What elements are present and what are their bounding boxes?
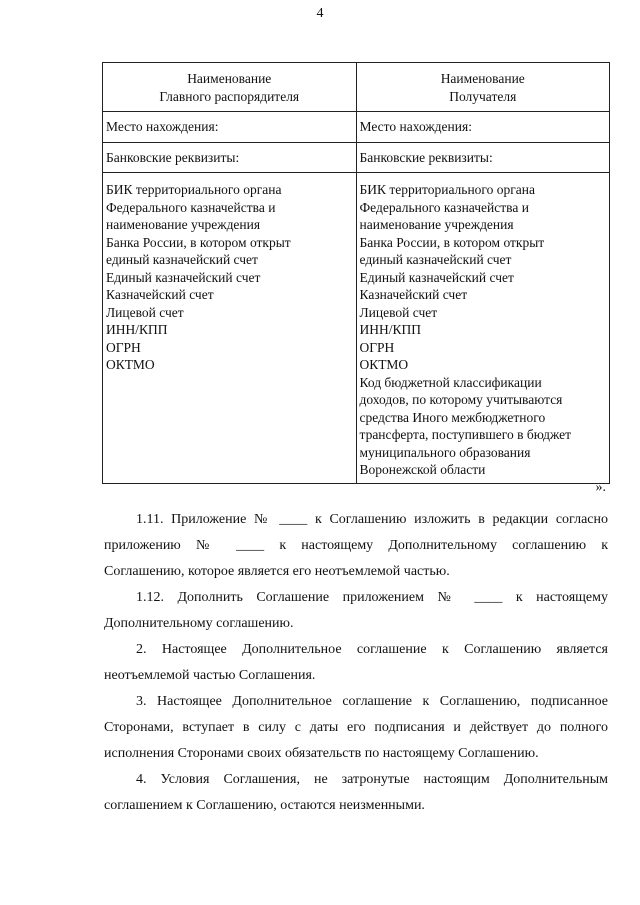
paragraph-line: 2. Настоящее Дополнительное соглашение к Соглашению является xyxy=(136,642,608,657)
detail-left-line: Лицевой счет xyxy=(106,304,184,320)
paragraph-1-12 xyxy=(104,585,608,637)
paragraph-4 xyxy=(104,767,608,819)
detail-left-line: Банка России, в котором открыт xyxy=(106,234,291,250)
detail-right-line: Лицевой счет xyxy=(359,304,438,320)
header-left-line: Главного распорядителя xyxy=(159,88,300,104)
header-cell-recipient xyxy=(356,63,610,112)
paragraph-line: 1.11. Приложение № ____ к Соглашению изложить в редакции согласно xyxy=(136,512,608,527)
paragraph-line: соглашением к Соглашению, остаются неизменными. xyxy=(104,798,425,813)
detail-right-line: Код бюджетной классификации xyxy=(359,374,542,390)
paragraph-line: 3. Настоящее Дополнительное соглашение к Соглашению, подписанное xyxy=(136,694,608,709)
paragraph-3 xyxy=(104,689,608,767)
bank-right-cell: Банковские реквизиты: xyxy=(356,142,610,173)
detail-right-line: ОКТМО xyxy=(359,357,409,372)
detail-right-line: единый казначейский счет xyxy=(359,252,512,267)
paragraph-line: исполнения Сторонами своих обязательств по настоящему Соглашению. xyxy=(104,746,539,761)
paragraph-2 xyxy=(104,637,608,689)
detail-right-line: Воронежской области xyxy=(359,462,486,477)
location-left-cell: Место нахождения: xyxy=(103,112,357,143)
bank-left-cell: Банковские реквизиты: xyxy=(103,142,357,173)
detail-left-line: наименование учреждения xyxy=(106,217,261,232)
detail-right-line: Единый казначейский счет xyxy=(359,269,514,285)
requisites-table xyxy=(102,62,610,484)
detail-left-line: Единый казначейский счет xyxy=(106,269,261,285)
detail-left-line: ОГРН xyxy=(106,339,141,355)
location-right-cell: Место нахождения: xyxy=(356,112,610,143)
paragraph-line: Дополнительному соглашению. xyxy=(104,616,294,631)
detail-left-line: Казначейский счет xyxy=(106,287,214,302)
details-row xyxy=(103,173,610,484)
detail-right-line: Федерального казначейства и xyxy=(359,199,529,215)
details-right-cell xyxy=(356,173,610,484)
paragraph-line: 4. Условия Соглашения, не затронутые настоящим Дополнительным xyxy=(136,772,608,787)
detail-right-line: средства Иного межбюджетного xyxy=(359,409,546,425)
detail-right-line: муниципального образования xyxy=(359,444,531,460)
detail-right-line: Банка России, в котором открыт xyxy=(359,234,545,250)
detail-right-line: Казначейский счет xyxy=(359,287,468,302)
location-row xyxy=(103,112,610,143)
detail-left-line: ОКТМО xyxy=(106,357,155,372)
detail-right-line: ИНН/КПП xyxy=(359,322,422,337)
detail-right-line: трансферта, поступившего в бюджет xyxy=(359,427,572,442)
table-header-row xyxy=(103,63,610,112)
paragraph-line: приложению № ____ к настоящему Дополнительному соглашению к xyxy=(104,538,608,553)
detail-left-line: БИК территориального органа xyxy=(106,182,282,197)
paragraph-line: неотъемлемой частью Соглашения. xyxy=(104,668,316,683)
header-right-line: Наименование xyxy=(440,71,525,86)
page-number: 4 xyxy=(316,6,324,21)
paragraph-line: 1.12. Дополнить Соглашение приложением № ____ к настоящему xyxy=(136,590,608,605)
details-left-cell xyxy=(103,173,357,484)
header-cell-chief-manager xyxy=(103,63,357,112)
header-left-line: Наименование xyxy=(187,71,272,86)
detail-left-line: единый казначейский счет xyxy=(106,252,258,267)
bank-row xyxy=(103,142,610,173)
detail-right-line: доходов, по которому учитываются xyxy=(359,392,563,407)
closing-quote-mark: ». xyxy=(595,480,606,495)
header-right-line: Получателя xyxy=(449,88,517,104)
detail-left-line: Федерального казначейства и xyxy=(106,199,276,215)
detail-left-line: ИНН/КПП xyxy=(106,322,168,337)
paragraph-1-11 xyxy=(104,507,608,585)
detail-right-line: БИК территориального органа xyxy=(359,182,535,197)
paragraph-line: Сторонами, вступает в силу с даты его подписания и действует до полного xyxy=(104,720,608,735)
paragraph-line: Соглашению, которое является его неотъемлемой частью. xyxy=(104,564,450,579)
detail-right-line: ОГРН xyxy=(359,339,395,355)
detail-right-line: наименование учреждения xyxy=(359,217,514,232)
